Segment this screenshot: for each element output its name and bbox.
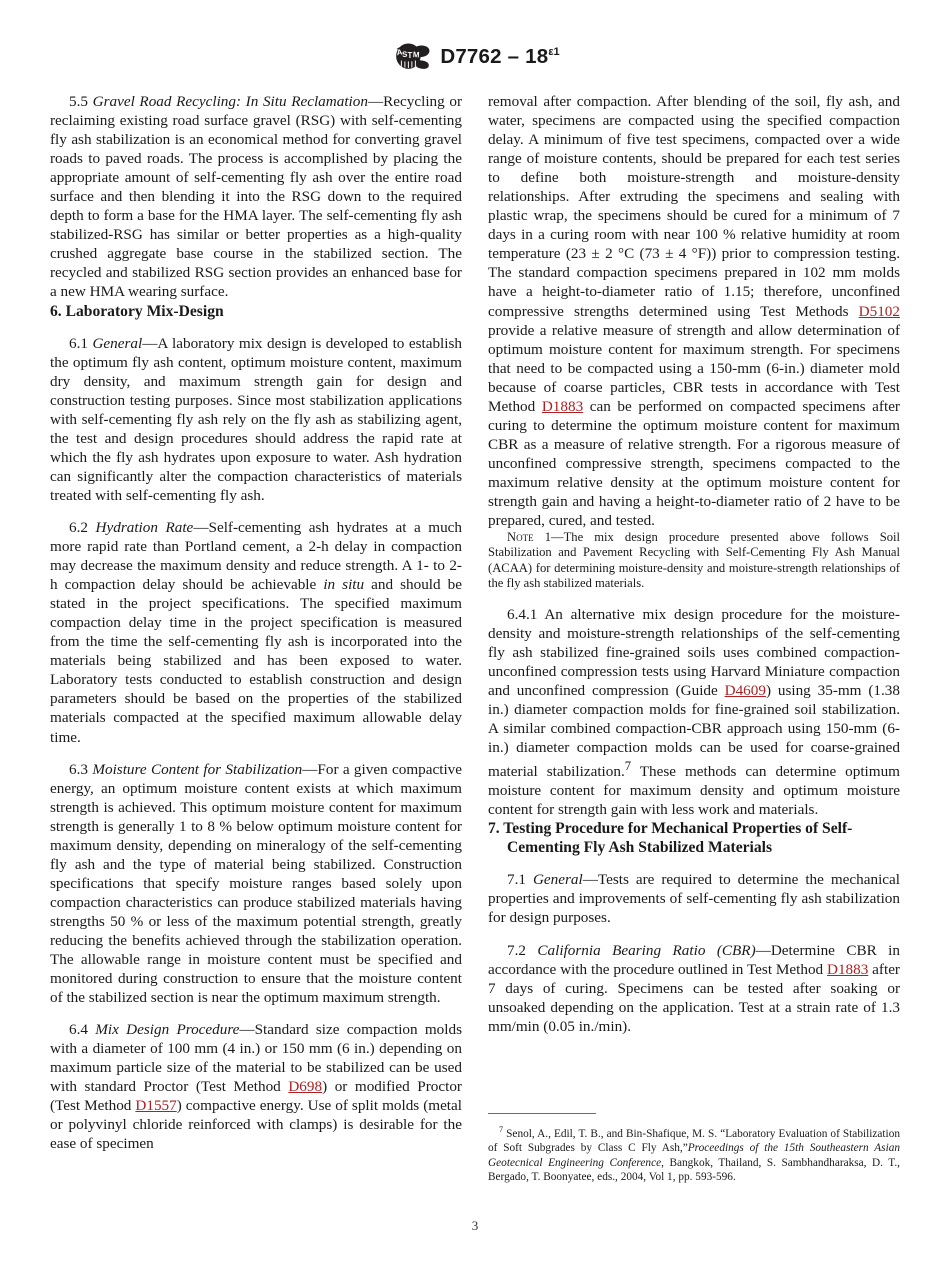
svg-text:T: T (407, 50, 413, 60)
em-dash: — (367, 93, 384, 110)
paragraph-text-c: ) or modified Proctor (Test Method (50, 1078, 462, 1115)
astm-logo-icon (390, 42, 432, 72)
note-number: 1 (544, 530, 551, 545)
footnote-rule (488, 1113, 596, 1114)
paragraph-text-e: These methods can determine optimum moisture content for maximum density and optimum moisture content for strength gain with less work and materials. (488, 763, 900, 819)
revision-superscript: ε1 (548, 46, 560, 59)
heading-section-6: 6. Laboratory Mix-Design (50, 302, 224, 320)
paragraph-text-c: and should be stated in the project specifications. The specified maximum compaction delay time in the project specification is measured from the time the self-cementing fly ash is incorporated into the materials being stabilized and has been exposed to water. Laboratory tests conducted to establish construction and design parameters should be based on the properties of the stabilized materials compacted at the specified maximum allowable delay time. (50, 576, 462, 746)
left-column (50, 92, 462, 1153)
paragraph-title: Gravel Road Recycling: In Situ Reclamation (92, 93, 368, 110)
em-dash: — (755, 941, 771, 959)
em-dash: — (193, 518, 209, 536)
svg-text:A: A (396, 47, 404, 58)
body-columns (50, 92, 900, 1202)
paragraph-number: 6.3 (69, 760, 88, 778)
right-column (488, 92, 900, 1036)
em-dash: — (142, 334, 158, 352)
paragraph-6-4-1 (488, 605, 900, 820)
paragraph-5-5 (50, 92, 462, 302)
paragraph-number: 6.4.1 (507, 605, 538, 623)
latin-phrase-in-situ: in situ (323, 576, 365, 594)
paragraph-title: California Bearing Ratio (CBR) (537, 941, 756, 959)
paragraph-text-a: An alternative mix design procedure for the moisture-density and moisture-strength relationships of the self-cementing fly ash stabilized fine-grained soils uses combined compaction-unconfined compression tests using Harvard Miniature compaction and unconfined compression (Guide (488, 605, 900, 699)
em-dash: — (582, 871, 598, 889)
paragraph-continuation-6-4 (488, 92, 900, 530)
paragraph-text: Recycling or reclaiming existing road surface gravel (RSG) with self-cementing fly ash stabilization is an economical method for converting gravel roads to paved roads. The process is accomplished by placing the appropriate amount of self-cementing fly ash over the entire road surface and then blending it into the RSG down to the required depth to form a base for the HMA layer. The self-cementing fly ash stabilized-RSG has similar or better properties as a high-quality crushed aggregate base course in the stabilized section. The recycled and stabilized RSG section provides an enhanced base for a new HMA wearing surface. (50, 93, 463, 301)
svg-text:S: S (402, 49, 408, 59)
footnote-text-c: , Bangkok, Thailand, S. Sambhandharaksa, D. T., Bergado, T. Boonyatee, eds., 2004, Vol 1, pp. 593-596. (488, 1156, 900, 1183)
footnote-7 (488, 1123, 900, 1184)
paragraph-text: A laboratory mix design is developed to establish the optimum fly ash content, optimum moisture content, maximum dry density, and maximum strength gain for design and construction testing purposes. Since most stabilization applications with self-cementing fly ash rely on the fly ash as stabilizing agent, the test and design procedures should address the rapid rate at which the fly ash hydrates upon exposure to water. Ash hydration can significantly alter the compaction characteristics of materials treated with self-cementing fly ash. (50, 334, 462, 504)
footnote-marker: 7 (499, 1125, 504, 1134)
paragraph-text: For a given compactive energy, an optimum moisture content exists at which maximum strength is achieved. This optimum moisture content for maximum strength is generally 1 to 8 % below optimum moisture content for maximum density, depending on mineralogy of the self-cementing fly ash and the type of material being stabilized. Construction specifications that specify moisture ranges based solely upon compaction characteristics can produce stabilized materials having strengths 50 % or less of the maximum potential strength, greatly reducing the benefits achieved through the stabilization operation. The allowable range in moisture content must be specified and monitored during construction to ensure that the moisture content of the stabilized section is near the optimum maximum strength. (50, 760, 463, 1007)
paragraph-number: 6.4 (69, 1021, 88, 1039)
standard-reference-d4609[interactable]: D4609 (724, 681, 766, 699)
standard-reference-d698[interactable]: D698 (288, 1078, 323, 1096)
paragraph-6-1 (50, 334, 462, 505)
paragraph-number: 6.2 (69, 518, 88, 536)
em-dash: — (239, 1021, 255, 1039)
standard-reference-d1883-2[interactable]: D1883 (826, 960, 869, 978)
paragraph-text-a: Self-cementing ash hydrates at a much more rapid rate than Portland cement, a 2-h delay in compaction may decrease the maximum density and reduce strength. A 1- to 2-h compaction delay should be achievable (50, 518, 463, 594)
paragraph-title: Mix Design Procedure (95, 1021, 240, 1039)
em-dash: — (302, 760, 318, 778)
note-text: The mix design procedure presented above follows Soil Stabilization and Pavement Recycling with Self-Cementing Fly Ash Manual (ACAA) for determining moisture-density and moisture-strength relationships of the fly ash stabilized materials. (488, 530, 900, 591)
paragraph-text-e: ) compactive energy. Use of split molds (metal or polyvinyl chloride reinforced with clamps) is desirable for the ease of specimen (50, 1097, 462, 1153)
paragraph-number: 6.1 (69, 334, 88, 352)
paragraph-text-c: ) using 35-mm (1.38 in.) diameter compaction molds for fine-grained soil stabilization. A similar combined compaction-CBR approach using 150-mm (6-in.) diameter compaction molds can be used for coarse-grained material stabilization. (488, 681, 900, 781)
paragraph-number: 7.1 (507, 871, 526, 889)
note-1 (488, 530, 900, 592)
paragraph-text-c: provide a relative measure of strength and allow determination of optimum moisture content for maximum strength. For specimens that need to be compacted using a 150-mm (6-in.) diameter mold because of coarse particles, CBR tests in accordance with Test Method (488, 321, 900, 415)
document-designation (440, 45, 559, 69)
paragraph-7-1 (488, 870, 900, 927)
em-dash: — (550, 530, 564, 545)
running-head (0, 42, 950, 72)
paragraph-6-4 (50, 1020, 462, 1153)
paragraph-number: 7.2 (507, 941, 526, 959)
standard-reference-d1557[interactable]: D1557 (135, 1097, 177, 1115)
footnote-publication-title: Proceedings of the 15th Southeastern Asian Geotecnical Engineering Conference (488, 1142, 901, 1169)
designation-text: D7762 – 18 (440, 45, 549, 68)
heading-line-2: Cementing Fly Ash Stabilized Materials (507, 839, 773, 857)
heading-line-1: 7. Testing Procedure for Mechanical Properties of Self- (488, 820, 853, 838)
paragraph-text-c: after 7 days of curing. Specimens can be tested after soaking or unsoaked depending on the application. Test at a strain rate of 1.3 mm/min (0.05 in./min). (488, 960, 900, 1035)
paragraph-6-2 (50, 518, 462, 747)
standard-reference-d5102[interactable]: D5102 (858, 302, 900, 320)
paragraph-text-a: Standard size compaction molds with a diameter of 100 mm (4 in.) or 150 mm (6 in.) depending on maximum particle size of the material to be stabilized can be used with standard Proctor (Test Method (50, 1021, 462, 1096)
svg-text:M: M (412, 50, 421, 60)
footnote-area (488, 1113, 900, 1184)
paragraph-title: Moisture Content for Stabilization (92, 760, 303, 778)
standard-reference-d1883[interactable]: D1883 (541, 397, 584, 415)
paragraph-6-3 (50, 760, 462, 1008)
footnote-text-a: Senol, A., Edil, T. B., and Bin-Shafique, M. S. “Laboratory Evaluation of Stabilization of Soft Subgrades by Class C Fly Ash,” (488, 1127, 900, 1155)
note-label: Note (507, 530, 534, 545)
paragraph-text-e: can be performed on compacted specimens after curing to determine the optimum moisture content for maximum CBR as a measure of relative strength. For a rigorous measure of unconfined compressive strength, specimens compacted to the maximum relative density at the optimum moisture content for strength gain and having a height-to-diameter ratio of 2 have to be prepared, cured, and tested. (488, 397, 900, 530)
paragraph-text-a: Determine CBR in accordance with the procedure outlined in Test Method (488, 941, 900, 978)
page-number: 3 (471, 1218, 479, 1233)
paragraph-title: General (92, 334, 143, 352)
paragraph-text: Tests are required to determine the mechanical properties and improvements of self-cementing fly ash stabilization for design purposes. (488, 871, 900, 927)
paragraph-7-2 (488, 941, 900, 1036)
paragraph-number: 5.5 (69, 93, 88, 110)
paragraph-title: Hydration Rate (95, 518, 194, 536)
paragraph-text-a: removal after compaction. After blending of the soil, fly ash, and water, specimens are compacted using the specified compaction delay. A minimum of five test specimens, compacted over a wide range of moisture contents, should be prepared for each test series to define both moisture-strength and moisture-density relationships. After extruding the specimens and sealing with plastic wrap, the specimens should be cured for a minimum of 7 days in a curing room with near 100 % relative humidity at room temperature (23 ± 2 °C (73 ± 4 °F)) prior to compression testing. The standard compaction specimens prepared in 102 mm molds have a height-to-diameter ratio of 1.15; therefore, unconfined compressive strengths determined using Test Methods (488, 93, 900, 320)
heading-section-7 (488, 819, 900, 857)
paragraph-title: General (532, 871, 583, 889)
footnote-marker-7[interactable]: 7 (624, 759, 632, 774)
